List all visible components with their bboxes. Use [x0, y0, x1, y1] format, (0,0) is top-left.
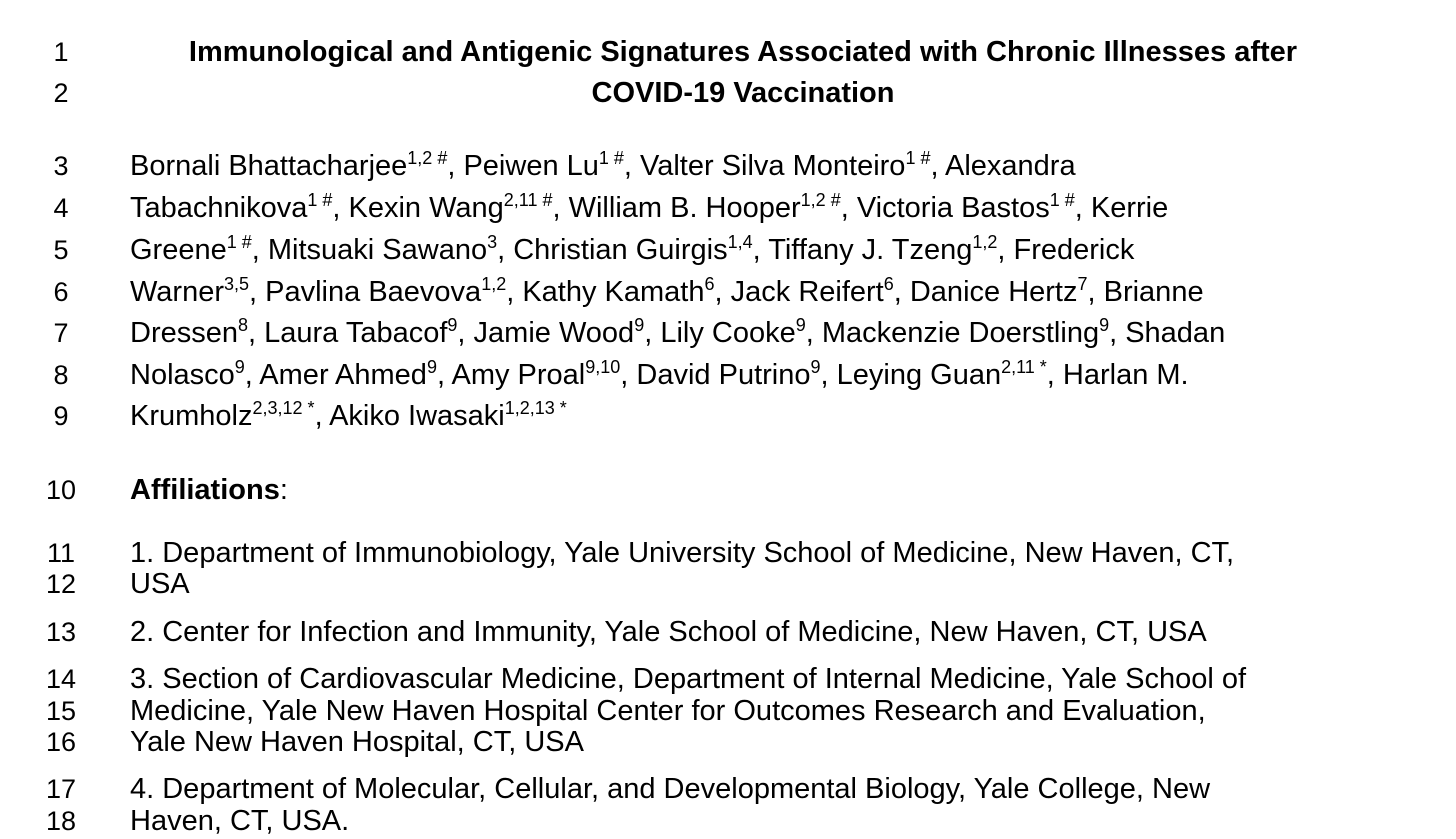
affiliation-line: 3. Section of Cardiovascular Medicine, Department of Internal Medicine, Yale School of — [130, 663, 1247, 695]
author-affiliation-marker: 1 # — [1049, 190, 1075, 210]
author-name: , Brianne — [1087, 276, 1204, 308]
affiliation-line: USA — [130, 568, 190, 600]
author-affiliation-marker: 6 — [704, 274, 715, 294]
author-affiliation-marker: 2,3,12 * — [252, 398, 315, 418]
author-affiliation-marker: 1 # — [598, 148, 624, 168]
author-affiliation-marker: 9 — [426, 357, 437, 377]
author-name: , Amer Ahmed — [244, 359, 427, 391]
author-affiliation-marker: 1,2,13 * — [504, 398, 567, 418]
author-affiliation-marker: 1,2 # — [800, 190, 841, 210]
author-affiliation-marker: 1 # — [226, 232, 252, 252]
author-affiliation-marker: 3 — [487, 232, 498, 252]
line-number: 1 — [53, 37, 69, 67]
author-name: Bornali Bhattacharjee — [130, 150, 408, 182]
author-name: , Victoria Bastos — [840, 192, 1050, 224]
author-affiliation-marker: 1,2 # — [407, 148, 448, 168]
author-affiliation-marker: 1 # — [307, 190, 333, 210]
author-affiliation-marker: 9,10 — [585, 357, 621, 377]
author-line — [130, 276, 1204, 308]
author-affiliation-marker: 8 — [238, 315, 249, 335]
author-affiliation-marker: 9 — [810, 357, 821, 377]
author-affiliation-marker: 9 — [234, 357, 245, 377]
author-name: Nolasco — [130, 359, 235, 391]
author-name: , Akiko Iwasaki — [314, 400, 505, 432]
line-number: 12 — [45, 569, 77, 599]
line-number: 11 — [46, 538, 76, 568]
line-number: 2 — [53, 78, 69, 108]
author-name: , William B. Hooper — [552, 192, 801, 224]
author-affiliation-marker: 1,2 — [481, 274, 507, 294]
author-name: , Lily Cooke — [644, 317, 796, 349]
author-affiliation-marker: 9 — [634, 315, 645, 335]
author-name: , Jack Reifert — [714, 276, 884, 308]
line-number: 3 — [53, 151, 69, 181]
author-line — [130, 317, 1225, 349]
author-affiliation-marker: 6 — [883, 274, 894, 294]
author-name: , Alexandra — [930, 150, 1076, 182]
author-name: Tabachnikova — [130, 192, 308, 224]
author-name: , Tiffany J. Tzeng — [752, 234, 973, 266]
line-number: 10 — [45, 475, 77, 505]
author-affiliation-marker: 2,11 # — [503, 190, 553, 210]
line-number: 17 — [45, 774, 77, 804]
author-name: , Mackenzie Doerstling — [805, 317, 1100, 349]
author-affiliation-marker: 1,4 — [727, 232, 753, 252]
author-line — [130, 192, 1168, 224]
author-name: , Jamie Wood — [457, 317, 635, 349]
author-name: , Laura Tabacof — [248, 317, 448, 349]
author-name: , Kerrie — [1074, 192, 1169, 224]
line-number: 13 — [45, 617, 77, 647]
author-affiliation-marker: 9 — [795, 315, 806, 335]
author-name: , Pavlina Baevova — [249, 276, 482, 308]
author-name: , Kathy Kamath — [506, 276, 705, 308]
line-number: 15 — [45, 696, 77, 726]
author-name: , Christian Guirgis — [497, 234, 728, 266]
affiliation-line: 2. Center for Infection and Immunity, Yale School of Medicine, New Haven, CT, USA — [130, 616, 1207, 648]
author-name: , Shadan — [1109, 317, 1226, 349]
author-affiliation-marker: 9 — [1099, 315, 1110, 335]
author-name: , Leying Guan — [820, 359, 1002, 391]
author-name: Krumholz — [130, 400, 253, 432]
line-number: 6 — [53, 277, 69, 307]
line-number: 5 — [53, 235, 69, 265]
author-name: , Peiwen Lu — [447, 150, 599, 182]
line-number: 9 — [53, 401, 69, 431]
author-line — [130, 150, 1076, 182]
author-affiliation-marker: 3,5 — [224, 274, 250, 294]
affiliation-line: Medicine, Yale New Haven Hospital Center for Outcomes Research and Evaluation, — [130, 695, 1206, 727]
affiliations-heading-colon: : — [279, 474, 288, 506]
line-number: 7 — [53, 318, 69, 348]
line-number: 18 — [45, 806, 77, 836]
author-name: , Valter Silva Monteiro — [623, 150, 906, 182]
paper-title-line-1: Immunological and Antigenic Signatures Associated with Chronic Illnesses after — [188, 36, 1298, 68]
author-affiliation-marker: 2,11 * — [1001, 357, 1047, 377]
line-number: 16 — [45, 727, 77, 757]
author-affiliation-marker: 1 # — [905, 148, 931, 168]
line-number: 4 — [53, 193, 69, 223]
affiliation-line: 4. Department of Molecular, Cellular, and Developmental Biology, Yale College, New — [130, 773, 1211, 805]
author-line — [130, 400, 567, 432]
affiliations-heading — [130, 474, 288, 506]
author-line — [130, 234, 1134, 266]
author-line — [130, 359, 1189, 391]
line-number: 14 — [45, 664, 77, 694]
paper-title-line-2: COVID-19 Vaccination — [591, 77, 895, 109]
affiliation-line: Haven, CT, USA. — [130, 805, 350, 837]
line-number: 8 — [53, 360, 69, 390]
affiliations-heading-label: Affiliations — [130, 474, 280, 506]
author-affiliation-marker: 9 — [447, 315, 458, 335]
author-name: , Mitsuaki Sawano — [251, 234, 488, 266]
author-name: Greene — [130, 234, 227, 266]
author-affiliation-marker: 7 — [1077, 274, 1088, 294]
author-affiliation-marker: 1,2 — [972, 232, 998, 252]
author-name: , Frederick — [997, 234, 1135, 266]
author-name: , David Putrino — [620, 359, 811, 391]
author-name: , Kexin Wang — [332, 192, 504, 224]
author-name: , Danice Hertz — [893, 276, 1078, 308]
author-name: , Harlan M. — [1046, 359, 1189, 391]
affiliation-line: 1. Department of Immunobiology, Yale University School of Medicine, New Haven, CT, — [130, 537, 1235, 569]
affiliation-line: Yale New Haven Hospital, CT, USA — [130, 726, 584, 758]
author-name: , Amy Proal — [436, 359, 586, 391]
author-name: Warner — [130, 276, 224, 308]
author-name: Dressen — [130, 317, 238, 349]
